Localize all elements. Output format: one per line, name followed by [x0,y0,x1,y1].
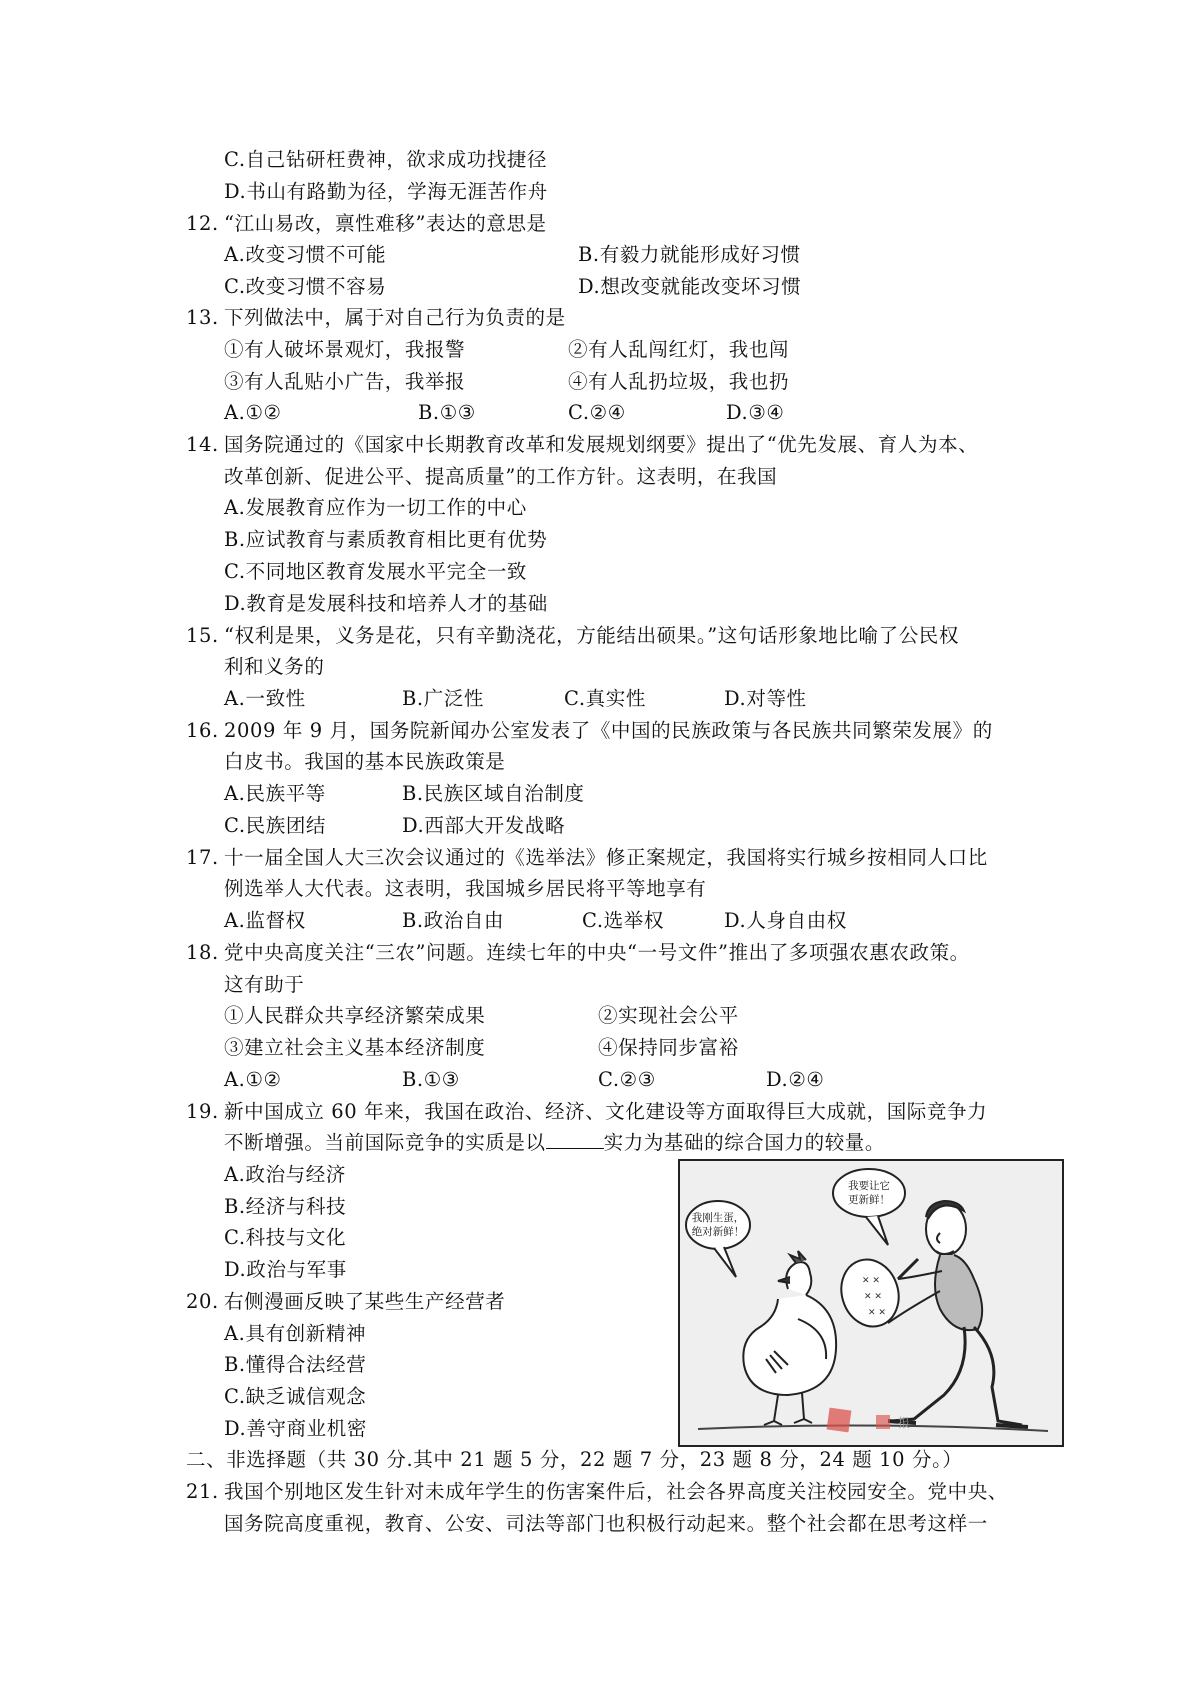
question-stem: “江山易改，禀性难移”表达的意思是 [224,212,547,235]
option-c: C.②④ [568,401,626,424]
option-b: B.民族区域自治制度 [402,782,585,805]
option-c: C.自己钻研枉费神，欲求成功找捷径 [224,148,548,171]
option-c: C.选举权 [582,909,664,932]
option-d: D.善守商业机密 [224,1417,367,1440]
option-b: B.经济与科技 [224,1195,347,1218]
question-number: 18. [186,941,219,964]
left-bubble-text-1: 我刚生蛋， [691,1212,745,1224]
statement-3: ③有人乱贴小广告，我举报 [224,370,466,393]
option-c: C.缺乏诚信观念 [224,1385,367,1408]
option-a: A.①② [224,401,282,424]
svg-text:✕ ✕: ✕ ✕ [862,1276,880,1286]
question-stem-line-2: 这有助于 [224,973,305,996]
question-number: 16. [186,719,219,742]
right-bubble-text-1: 我要让它 [848,1180,890,1192]
question-stem-line-1: 新中国成立 60 年来，我国在政治、经济、文化建设等方面取得巨大成就，国际竞争力 [224,1100,988,1123]
option-a: A.发展教育应作为一切工作的中心 [224,496,527,519]
question-number: 17. [186,846,219,869]
statement-2: ②实现社会公平 [598,1004,739,1027]
option-b: B.懂得合法经营 [224,1353,367,1376]
option-b: B.政治自由 [402,909,505,932]
question-stem-line-2: 国务院高度重视，教育、公安、司法等部门也积极行动起来。整个社会都在思考这样一 [224,1512,988,1535]
answer-blank [546,1130,604,1149]
option-a: A.政治与经济 [224,1163,346,1186]
question-stem-line-1: “权利是果，义务是花，只有辛勤浇花，方能结出硕果。”这句话形象地比喻了公民权 [224,624,959,647]
option-a: A.监督权 [224,909,306,932]
question-number: 15. [186,624,219,647]
question-number: 21. [186,1480,219,1503]
question-stem-line-1: 我国个别地区发生针对未成年学生的伤害案件后，社会各界高度关注校园安全。党中央、 [224,1480,1008,1503]
option-c: C.不同地区教育发展水平完全一致 [224,560,528,583]
statement-2: ②有人乱闯红灯，我也闯 [568,338,790,361]
statement-1: ①人民群众共享经济繁荣成果 [224,1004,486,1027]
question-stem-line-2: 利和义务的 [224,655,325,678]
statement-3: ③建立社会主义基本经济制度 [224,1036,486,1059]
option-c: C.②③ [598,1068,656,1091]
option-b: B.应试教育与素质教育相比更有优势 [224,528,548,551]
question-stem-line-1: 党中央高度关注“三农”问题。连续七年的中央“一号文件”推出了多项强农惠农政策。 [224,941,970,964]
option-a: A.一致性 [224,687,306,710]
svg-text:报: 报 [898,1416,911,1430]
question-stem-line-1: 十一届全国人大三次会议通过的《选举法》修正案规定，我国将实行城乡按相同人口比 [224,846,988,869]
option-a: A.民族平等 [224,782,326,805]
option-c: C.真实性 [564,687,646,710]
option-c: C.民族团结 [224,814,327,837]
option-d: D.③④ [726,401,785,424]
option-d: D.②④ [766,1068,825,1091]
option-d: D.书山有路勤为径，学海无涯苦作舟 [224,180,548,203]
option-d: D.西部大开发战略 [402,814,566,837]
stem-after-blank: 实力为基础的综合国力的较量。 [603,1131,886,1154]
option-c: C.改变习惯不容易 [224,275,387,298]
option-d: D.想改变就能改变坏习惯 [578,275,802,298]
option-b: B.有毅力就能形成好习惯 [578,243,801,266]
svg-text:✕ ✕: ✕ ✕ [864,1292,882,1302]
right-bubble-text-2: 更新鲜！ [848,1194,890,1206]
question-stem-line-1: 国务院通过的《国家中长期教育改革和发展规划纲要》提出了“优先发展、育人为本、 [224,433,979,456]
question-number: 19. [186,1100,219,1123]
stem-before-blank: 不断增强。当前国际竞争的实质是以 [224,1131,546,1154]
option-a: A.①② [224,1068,282,1091]
question-stem-line-2: 例选举人大代表。这表明，我国城乡居民将平等地享有 [224,877,707,900]
question-number: 20. [186,1290,219,1313]
section-heading: 二、非选择题（共 30 分.其中 21 题 5 分，22 题 7 分，23 题 8 分，24 题 10 分。） [186,1448,963,1471]
option-b: B.①③ [402,1068,460,1091]
question-stem-line-1: 2009 年 9 月，国务院新闻办公室发表了《中国的民族政策与各民族共同繁荣发展》的 [224,719,993,742]
statement-4: ④有人乱扔垃圾，我也扔 [568,370,790,393]
question-number: 14. [186,433,219,456]
question-stem-line-2: 改革创新、促进公平、提高质量”的工作方针。这表明，在我国 [224,465,778,488]
question-number: 12. [186,212,219,235]
svg-text:✕ ✕: ✕ ✕ [868,1308,886,1318]
option-d: D.政治与军事 [224,1258,347,1281]
statement-1: ①有人破坏景观灯，我报警 [224,338,466,361]
question-stem-line-2 [224,1129,885,1157]
option-d: D.教育是发展科技和培养人才的基础 [224,592,548,615]
question-stem: 下列做法中，属于对自己行为负责的是 [224,306,566,329]
question-stem: 右侧漫画反映了某些生产经营者 [224,1290,506,1313]
option-d: D.对等性 [724,687,807,710]
option-a: A.改变习惯不可能 [224,243,387,266]
option-b: B.①③ [418,401,476,424]
question-stem-line-2: 白皮书。我国的基本民族政策是 [224,750,506,773]
left-bubble-text-2: 绝对新鲜！ [691,1226,745,1238]
option-b: B.广泛性 [402,687,485,710]
option-a: A.具有创新精神 [224,1322,367,1345]
cartoon-illustration [678,1159,1064,1447]
option-d: D.人身自由权 [724,909,847,932]
option-c: C.科技与文化 [224,1226,347,1249]
question-number: 13. [186,306,219,329]
statement-4: ④保持同步富裕 [598,1036,739,1059]
